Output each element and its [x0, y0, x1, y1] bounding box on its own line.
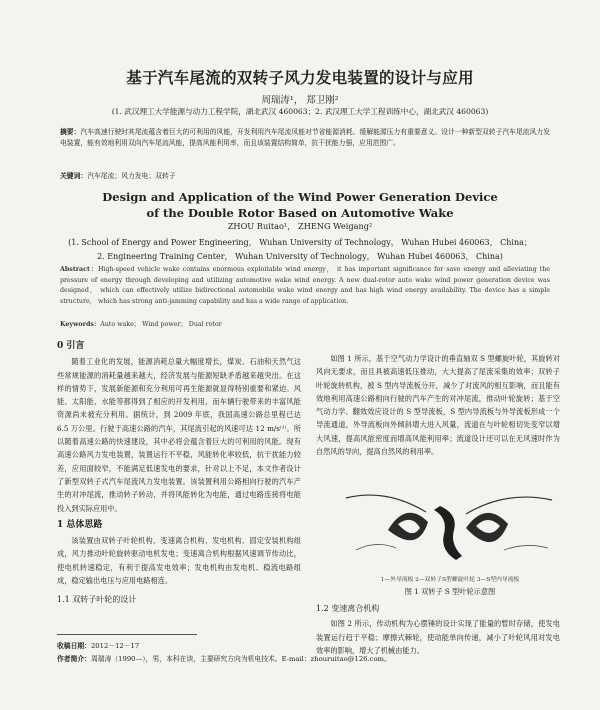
outer-guide-plate: [346, 495, 552, 514]
keywords-en-text: Auto wake； Wind power； Dual rotor: [100, 321, 222, 328]
title-cn: 基于汽车尾流的双转子风力发电装置的设计与应用: [126, 68, 474, 87]
section-1-heading: 1 总体思路: [57, 519, 103, 530]
author-bio-label: 作者简介：: [57, 655, 91, 663]
abstract-cn: [60, 127, 550, 148]
figure-1: [316, 470, 584, 596]
section-1-text: 该装置由双转子叶轮机构、变速离合机构、发电机构、固定安装机构组成，风力推动叶轮旋转驱动电机发电；变速离合机构根据风速调节传动比，使电机转速稳定，有利于提高发电效率；发电机构由发电机、稳流电路组成，稳定输出电压与应用电路相连。: [57, 536, 301, 586]
affiliations-en-line1: (1. School of Energy and Power Engineering， Wuhan University of Technology， Wuhan Hubei 460063， China；: [68, 238, 532, 247]
abstract-en: [60, 265, 550, 307]
affiliations-en: [40, 236, 560, 264]
authors-en: ZHOU Ruitao¹， ZHENG Weigang²: [227, 221, 373, 231]
author-bio: 周瑞涛（1990—），男，本科在读，主要研究方向为机电技术。E-mail：zhouruitao@126.com。: [90, 655, 391, 663]
footnote-author: [57, 653, 577, 665]
keywords-cn-text: 汽车尾流；风力发电；双转子: [87, 172, 176, 180]
footnote-received: [57, 640, 577, 652]
figure-1-caption: 图 1 双转子 S 型叶轮示意图: [404, 587, 496, 596]
footnote-rule: [57, 634, 197, 635]
title-en-line1: Design and Application of the Wind Power Generation Device: [102, 190, 498, 204]
abstract-en-label: Abstract：: [60, 266, 99, 273]
affiliations-en-line2: 2. Engineering Training Center， Wuhan University of Technology， Wuhan Hubei 460063， China): [97, 252, 503, 261]
keywords-en: [60, 319, 550, 328]
s-inner-guide-plate: [434, 506, 462, 560]
figure-1-labels: 1—外导流板 2—双转子S型螺旋叶轮 3—S型内导流板: [380, 577, 520, 583]
received-label: 收稿日期：: [57, 642, 91, 650]
abstract-cn-label: 摘要：: [60, 128, 81, 136]
received-date: 2012－12－17: [90, 642, 140, 650]
section-0-heading: 0 引言: [57, 341, 85, 351]
right-col-text: 如图 1 所示，基于空气动力学设计的垂直轴双 S 型螺旋叶轮，其旋转对风向无要求，而且具被高速低压推动，大大提高了尾流采集的效率；双转子叶轮旋转机构，被 S 型内导流板分开，减少了对流风的相互影响，而且能有效地利用高速公路相向行驶的汽车产生的对冲尾流，推动叶轮旋转；基于空气动力学、翻效效应设计的 S 型导流板，S 型内导流板与外导流板形成一个导流通道，外导流板向外倾斜增大进入风量，流道在与叶轮相切处变窄以增大风速，提高风能密度而增高风能利用率；流道设计还可以在无风速时作为自然风的导向，提高自然风的利用率。: [316, 354, 560, 457]
figure-1-drawing: [316, 470, 584, 570]
title-en: [40, 189, 560, 221]
abstract-cn-text: 汽车高速行驶时其尾流蕴含着巨大的可利用的风能，开发利用汽车尾流风能对节省能源消耗、缓解能源压力有重要意义。设计一种新型双转子汽车尾流风力发电装置，能有效地利用双向汽车尾流风能，提高风能利用率，而且该装置结构简单，抗干扰能力强，应用范围广。: [60, 128, 551, 147]
right-column-top: [316, 352, 560, 458]
section-1-2-text: 如图 2 所示，传动机构为心摆锤的设计实现了能量的暂时存储，使发电装置运行趋于平稳；摩擦式棘轮，使动能单向传递，减小了叶轮风用对发电效率的影响，增大了机械由能力。: [316, 619, 560, 655]
keywords-cn-label: 关键词：: [60, 172, 88, 180]
title-en-line2: of the Double Rotor Based on Automotive Wake: [146, 206, 454, 220]
authors-cn: 周瑞涛¹， 郑卫刚²: [261, 95, 339, 106]
affiliations-cn: (1. 武汉理工大学能源与动力工程学院，湖北武汉 460063；2. 武汉理工大学工程训练中心，湖北武汉 460063): [111, 107, 489, 116]
section-1-2-heading: 1.2 变速离合机构: [316, 604, 380, 613]
section-1-1-heading: 1.1 双转子叶轮的设计: [57, 595, 137, 605]
left-column: [57, 340, 301, 607]
abstract-en-text: High-speed vehicle wake contains enormous exploitable wind energy， it has important significance for save energy and alleviating the pressure of energy through developing and utilizing automotive wake wind energy. A new dual-rotor auto wake wind power generation device was designed， which can effectively utilize bidirectional automobile wake wind energy and has high wind energy availability. The device has a simple structure， which has strong anti-jamming capability and has a wide range of application.: [60, 266, 551, 305]
section-0-text: 随着工业化的发展，能源消耗总量大幅度增长，煤炭、石油和天然气这些常规能源的消耗量越来越大，经济发展与能源短缺矛盾越来越突出。在这样的情势下，发展新能源和充分利用可再生能源就显得特别重要和紧迫。风能、太阳能、水能等都得到了相应的开发利用，而车辆行驶带来的丰富风能资源尚未被充分利用。据统计，到 2009 年底，我国高速公路总里程已达 6.5 万公里。行驶于高速公路的汽车，其尾流引起的风速可达 12 m/s⁽¹⁾。所以随着高速公路的快速建设，其中必将会蕴含着巨大的可利用的风能。现有高速公路风力发电装置，装置运行不平稳，风能转化率较低，抗干扰能力较差，应用面较窄，不能满足低速发电的要求，针对以上不足，本文作者设计了新型双转子式汽车尾流风力发电装置。该装置利用公路相向行驶的汽车产生的对冲尾流，推动转子转动，并将风能转化为电能，通过电路连接将电能投入到实际应用中。: [57, 357, 301, 513]
keywords-en-label: Keywords：: [60, 321, 101, 328]
keywords-cn: [60, 170, 550, 180]
